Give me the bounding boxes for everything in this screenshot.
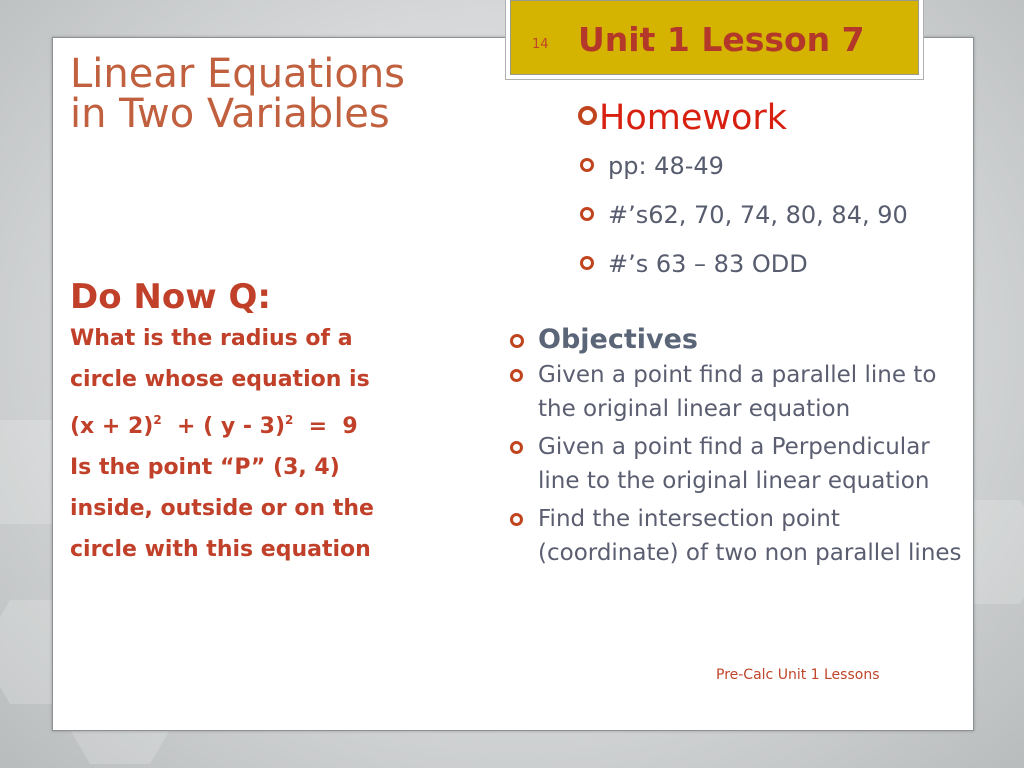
- footer-text: Pre-Calc Unit 1 Lessons: [716, 667, 880, 683]
- homework-item: [578, 240, 1008, 289]
- ring-bullet-icon: [510, 369, 523, 382]
- objectives-heading-label: Objectives: [538, 324, 698, 355]
- homework-item-label: #’s62, 70, 74, 80, 84, 90: [608, 201, 908, 229]
- objective-item-label: Given a point find a Perpendicular line to the original linear equation: [538, 434, 930, 494]
- homework-item: [578, 191, 1008, 240]
- objective-item-label: Find the intersection point (coordinate) of two non parallel lines: [538, 506, 962, 566]
- do-now-line: circle whose equation is: [70, 367, 370, 392]
- ring-bullet-icon: [580, 256, 594, 270]
- homework-heading-label: Homework: [599, 98, 788, 138]
- lesson-tab-label: Unit 1 Lesson 7: [578, 20, 865, 59]
- do-now-equation: [70, 400, 490, 447]
- homework-heading: [578, 94, 1008, 142]
- objective-item-label: Given a point find a parallel line to the original linear equation: [538, 362, 937, 422]
- objectives-section: [508, 322, 968, 574]
- equation-part: (x + 2): [70, 414, 154, 439]
- ring-bullet-icon: [580, 158, 594, 172]
- homework-item: [578, 142, 1008, 191]
- ring-bullet-icon: [510, 441, 523, 454]
- slide-title: [70, 51, 510, 137]
- ring-bullet-icon: [580, 207, 594, 221]
- slide-number: 14: [532, 37, 549, 52]
- homework-section: [578, 94, 1008, 289]
- equation-exponent: 2: [153, 413, 162, 427]
- equation-part: + ( y - 3): [161, 414, 285, 439]
- equation-part: = 9: [293, 414, 358, 439]
- objectives-heading: [508, 322, 968, 358]
- do-now-heading: Do Now Q:: [70, 277, 271, 317]
- homework-item-label: pp: 48-49: [608, 152, 724, 180]
- objective-item: [508, 358, 968, 426]
- do-now-line: Is the point “P” (3, 4): [70, 455, 340, 480]
- ring-bullet-icon: [510, 513, 523, 526]
- do-now-line: What is the radius of a: [70, 326, 353, 351]
- do-now-block: [70, 276, 490, 570]
- title-line-1: Linear Equations: [70, 51, 406, 97]
- do-now-question: [70, 318, 490, 570]
- objective-item: [508, 502, 968, 570]
- homework-item-label: #’s 63 – 83 ODD: [608, 250, 808, 278]
- ring-bullet-icon: [578, 106, 597, 125]
- title-line-2: in Two Variables: [70, 91, 390, 137]
- do-now-line: inside, outside or on the: [70, 496, 374, 521]
- ring-bullet-icon: [510, 334, 524, 348]
- objective-item: [508, 430, 968, 498]
- equation-exponent: 2: [285, 413, 294, 427]
- do-now-line: circle with this equation: [70, 537, 371, 562]
